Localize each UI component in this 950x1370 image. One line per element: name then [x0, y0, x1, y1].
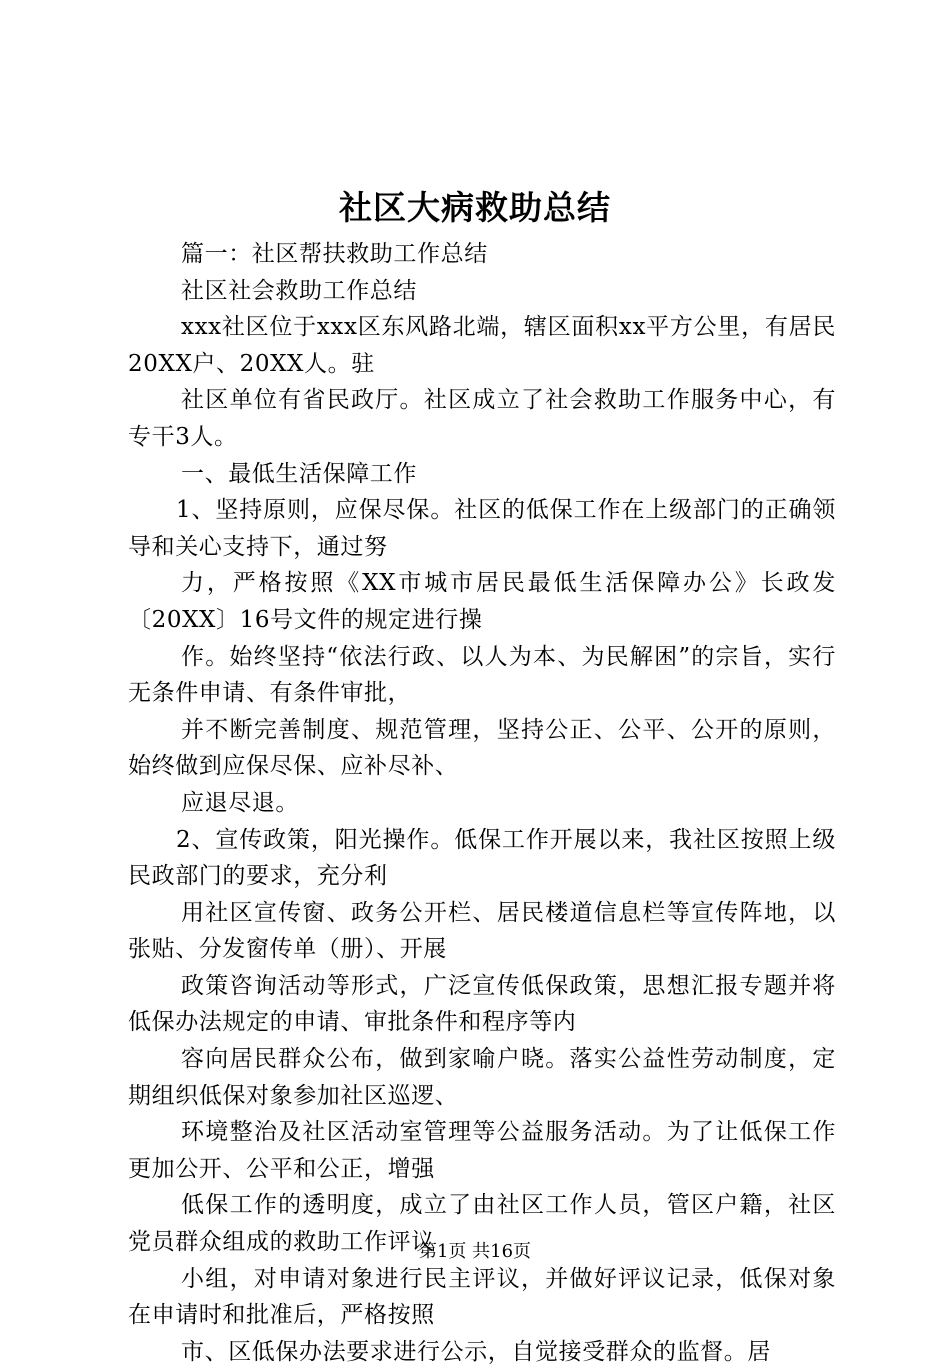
paragraph: 1、坚持原则，应保尽保。社区的低保工作在上级部门的正确领导和关心支持下，通过努	[128, 497, 836, 560]
paragraph: 社区单位有省民政厅。社区成立了社会救助工作服务中心，有专干3人。	[128, 387, 836, 450]
paragraph: 篇一：社区帮扶救助工作总结	[181, 241, 488, 267]
paragraph: 应退尽退。	[181, 789, 299, 816]
paragraph: 容向居民群众公布，做到家喻户晓。落实公益性劳动制度，定期组织低保对象参加社区巡逻、	[128, 1046, 836, 1109]
paragraph: 一、最低生活保障工作	[181, 460, 417, 487]
paragraph: 低保工作的透明度，成立了由社区工作人员，管区户籍，社区党员群众组成的救助工作评议	[128, 1192, 836, 1256]
paragraph: 力，严格按照《XX市城市居民最低生活保障办公》长政发〔20XX〕16号文件的规定进行操	[128, 570, 836, 633]
document-title: 社区大病救助总结	[339, 188, 611, 227]
paragraph: 小组，对申请对象进行民主评议，并做好评议记录，低保对象在申请时和批准后，严格按照	[128, 1265, 836, 1329]
paragraph: 社区社会救助工作总结	[181, 277, 417, 304]
paragraph: 2、宣传政策，阳光操作。低保工作开展以来，我社区按照上级民政部门的要求，充分利	[128, 826, 836, 890]
document-body	[128, 236, 836, 1370]
paragraph: 政策咨询活动等形式，广泛宣传低保政策，思想汇报专题并将低保办法规定的申请、审批条件和程序等内	[128, 972, 836, 1036]
paragraph: 作。始终坚持“依法行政、以人为本、为民解困”的宗旨，实行无条件申请、有条件审批，	[128, 643, 836, 707]
paragraph: 市、区低保办法要求进行公示，自觉接受群众的监督。居	[181, 1338, 771, 1365]
paragraph: 用社区宣传窗、政务公开栏、居民楼道信息栏等宣传阵地，以张贴、分发窗传单（册）、开展	[128, 899, 836, 963]
page-number-footer: 第1页 共16页	[418, 1241, 532, 1262]
paragraph: xxx社区位于xxx区东风路北端，辖区面积xx平方公里，有居民20XX户、20XX人。驻	[128, 314, 836, 377]
paragraph: 环境整治及社区活动室管理等公益服务活动。为了让低保工作更加公开、公平和公正，增强	[128, 1119, 836, 1182]
paragraph: 并不断完善制度、规范管理，坚持公正、公平、公开的原则，始终做到应保尽保、应补尽补、	[128, 716, 836, 780]
